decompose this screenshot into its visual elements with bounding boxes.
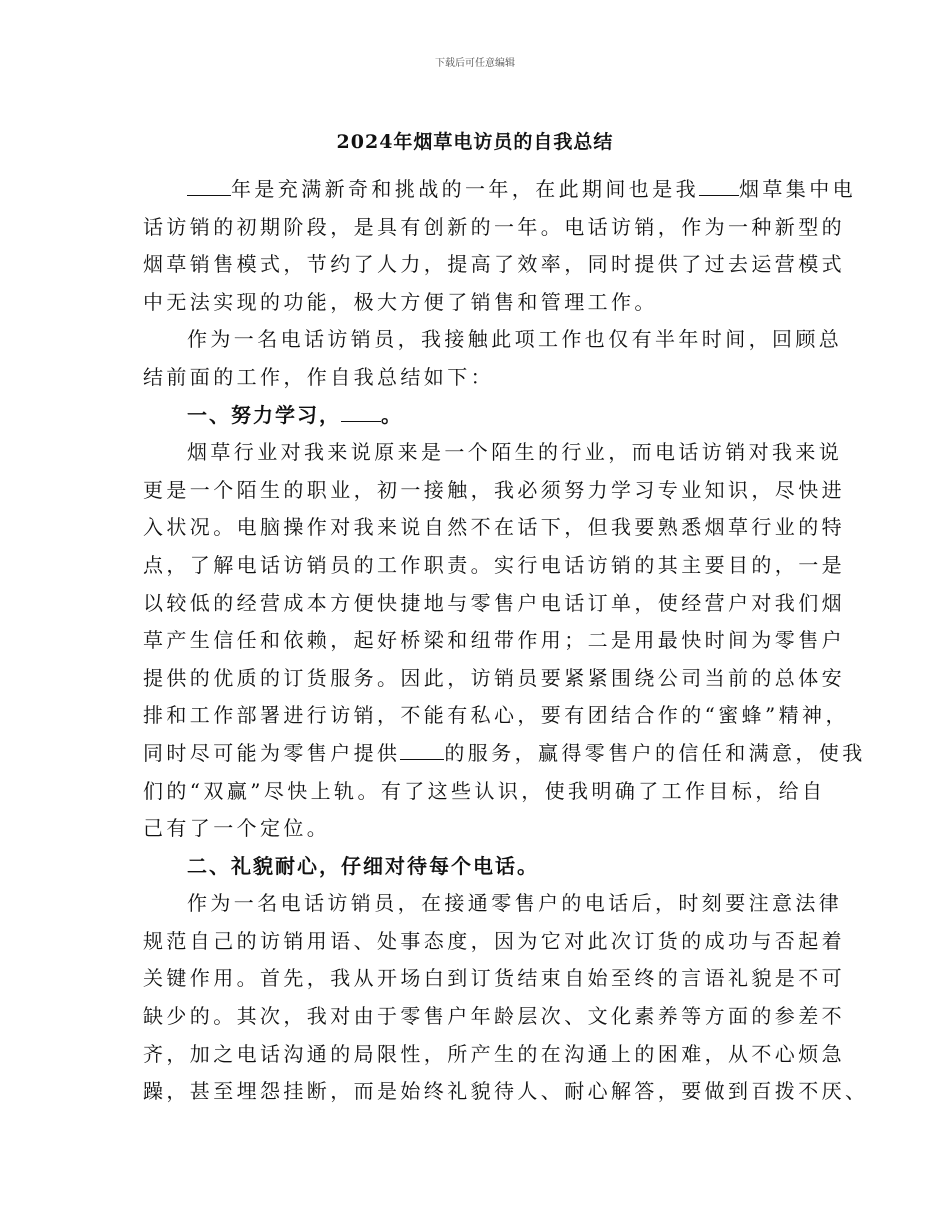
header-note: 下载后可任意编辑 — [435, 58, 515, 69]
line-text: 年是充满新奇和挑战的一年，在此期间也是我 — [231, 177, 699, 201]
paragraph-line: 作为一名电话访销员，在接通零售户的电话后，时刻要注意法律 — [187, 891, 843, 916]
paragraph-line: 躁，甚至埋怨挂断，而是始终礼貌待人、耐心解答，要做到百拨不厌、 — [143, 1079, 869, 1104]
section-heading — [143, 397, 823, 435]
paragraph-line: 点，了解电话访销员的工作职责。实行电话访销的其主要目的，一是 — [143, 552, 845, 577]
paragraph-line: 更是一个陌生的职业，初一接触，我必须努力学习专业知识，尽快进 — [143, 477, 845, 502]
section-heading: 二、礼貌耐心，仔细对待每个电话。 — [187, 853, 539, 878]
fill-blank — [187, 175, 231, 196]
paragraph-line: 结前面的工作，作自我总结如下： — [143, 364, 494, 389]
paragraph-line: 己有了一个定位。 — [143, 816, 331, 841]
paragraph-line: 们的“双赢”尽快上轨。有了这些认识，使我明确了工作目标，给自 — [143, 778, 826, 803]
paragraph-line: 以较低的经营成本方便快捷地与零售户电话订单，使经营户对我们烟 — [143, 590, 845, 615]
fill-blank — [699, 175, 739, 196]
paragraph-line: 烟草行业对我来说原来是一个陌生的行业，而电话访销对我来说 — [187, 440, 843, 465]
line-text: 的服务，赢得零售户的信任和满意，使我 — [444, 740, 866, 765]
paragraph-line: 缺少的。其次，我对由于零售户年龄层次、文化素养等方面的参差不 — [143, 1004, 845, 1029]
paragraph-line: 烟草销售模式，节约了人力，提高了效率，同时提供了过去运营模式 — [143, 252, 845, 277]
paragraph-line: 齐，加之电话沟通的局限性，所产生的在沟通上的困难，从不心烦急 — [143, 1041, 845, 1066]
paragraph-line: 中无法实现的功能，极大方便了销售和管理工作。 — [143, 289, 658, 314]
page-title: 2024年烟草电访员的自我总结 — [336, 131, 614, 153]
paragraph-line — [143, 171, 856, 209]
paragraph-line: 排和工作部署进行访销，不能有私心，要有团结合作的“蜜蜂”精神， — [143, 703, 849, 728]
paragraph-line: 关键作用。首先，我从开场白到订货结束自始至终的言语礼貌是不可 — [143, 966, 845, 991]
paragraph-line: 规范自己的访销用语、处事态度，因为它对此次订货的成功与否起着 — [143, 928, 845, 953]
heading-text: 。 — [381, 402, 403, 427]
paragraph-line: 入状况。电脑操作对我来说自然不在话下，但我要熟悉烟草行业的特 — [143, 515, 845, 540]
line-text: 烟草集中电 — [739, 177, 856, 201]
paragraph-line — [143, 735, 866, 773]
paragraph-line: 作为一名电话访销员，我接触此项工作也仅有半年时间，回顾总 — [187, 327, 843, 352]
document-body — [143, 171, 869, 1111]
paragraph-line: 提供的优质的订货服务。因此，访销员要紧紧围绕公司当前的总体安 — [143, 665, 845, 690]
paragraph-line: 草产生信任和依赖，起好桥梁和纽带作用；二是用最快时间为零售户 — [143, 628, 845, 653]
heading-text: 一、努力学习， — [187, 402, 341, 427]
line-text: 同时尽可能为零售户提供 — [143, 740, 401, 765]
fill-blank — [341, 401, 381, 422]
paragraph-line: 话访销的初期阶段，是具有创新的一年。电话访销，作为一种新型的 — [143, 214, 845, 239]
fill-blank — [400, 739, 444, 760]
